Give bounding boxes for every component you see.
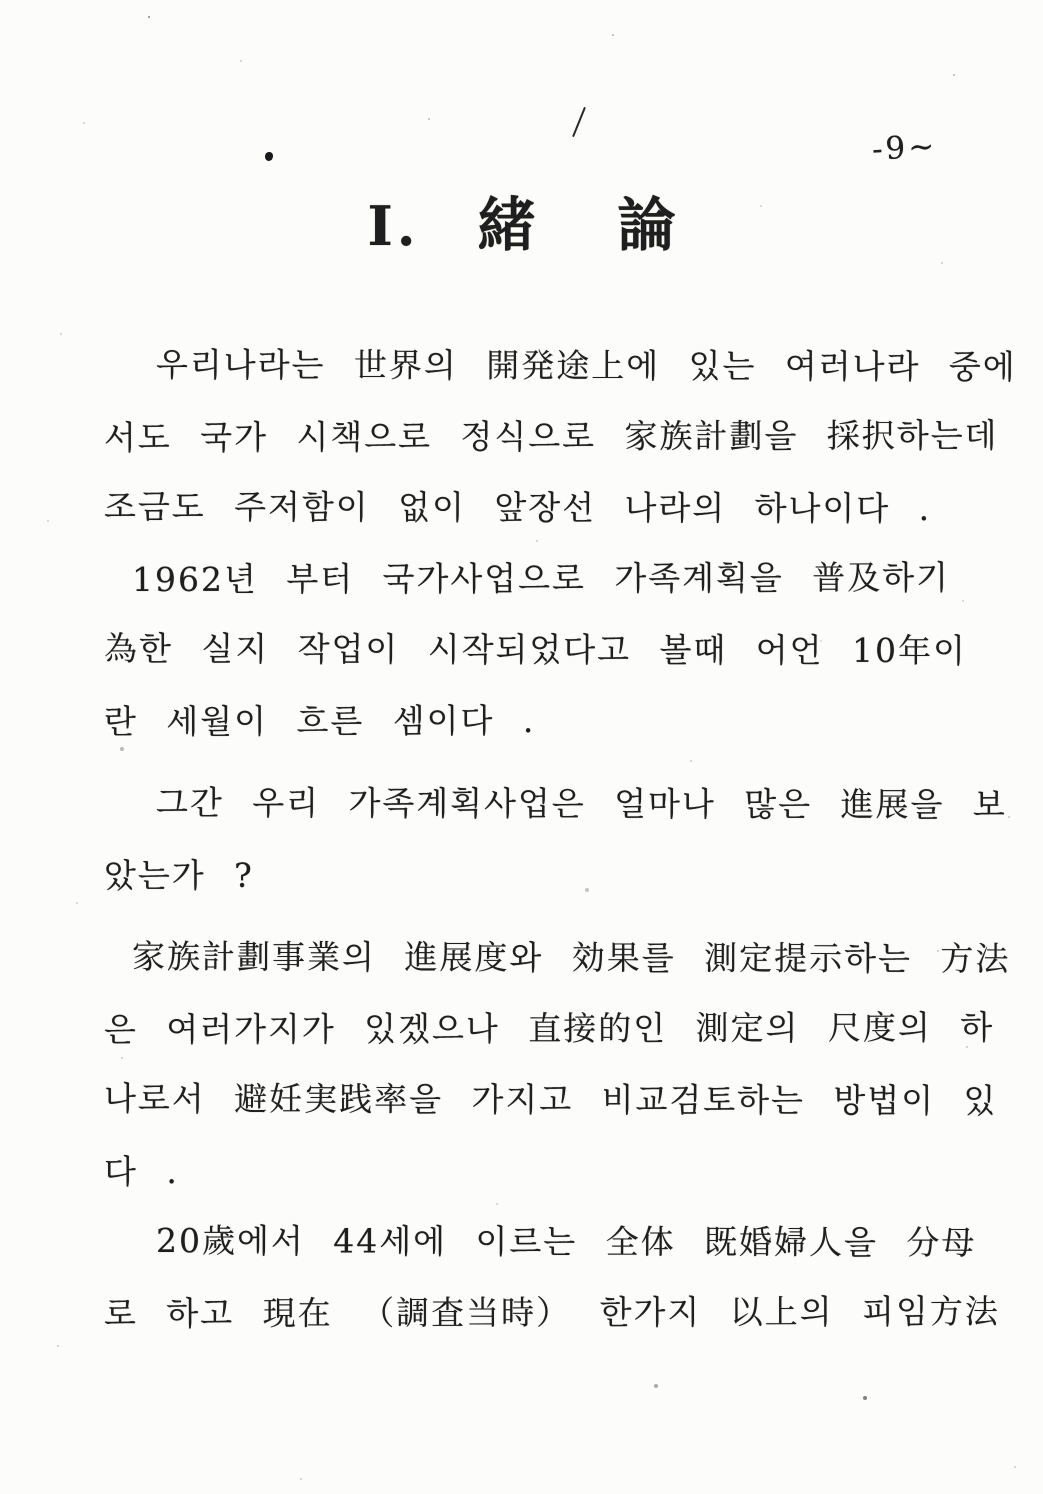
text-line: 로 하고 現在 （調査当時） 한가지 以上의 피임方法 bbox=[103, 1291, 1000, 1334]
text-line: 은 여러가지가 있겠으나 直接的인 測定의 尺度의 하 bbox=[103, 1007, 995, 1050]
section-title bbox=[0, 178, 1043, 262]
text-line: 조금도 주저함이 없이 앞장선 나라의 하나이다 . bbox=[103, 486, 932, 529]
text-line: 았는가 ? bbox=[103, 855, 254, 896]
text-line: 서도 국가 시책으로 정식으로 家族計劃을 採択하는데 bbox=[103, 415, 999, 458]
text-line: 나로서 避妊実践率을 가지고 비교검토하는 방법이 있 bbox=[103, 1078, 998, 1121]
text-line: 1962년 부터 국가사업으로 가족계획을 普及하기 bbox=[131, 557, 951, 600]
text-line: 란 세월이 흐른 셈이다 . bbox=[103, 700, 536, 742]
section-title-text: 緒論 bbox=[477, 191, 758, 259]
text-line: 우리나라는 世界의 開発途上에 있는 여러나라 중에 bbox=[155, 345, 1017, 387]
page-number: -9~ bbox=[870, 128, 938, 168]
text-line: 다 . bbox=[103, 1151, 179, 1192]
text-line: 家族計劃事業의 進展度와 効果를 測定提示하는 方法 bbox=[131, 936, 1011, 979]
document-body bbox=[103, 330, 1017, 1348]
scan-noise bbox=[0, 0, 2, 2]
ink-speck bbox=[265, 152, 273, 161]
section-numeral: Ⅰ. bbox=[367, 194, 420, 258]
text-line: 為한 실지 작업이 시작되었다고 볼때 어언 10年이 bbox=[103, 628, 967, 671]
text-line: 20歲에서 44세에 이르는 全体 既婚婦人을 分母 bbox=[155, 1221, 977, 1263]
text-line: 그간 우리 가족계획사업은 얼마나 많은 進展을 보 bbox=[155, 783, 1007, 825]
pen-stroke-mark bbox=[572, 107, 586, 137]
